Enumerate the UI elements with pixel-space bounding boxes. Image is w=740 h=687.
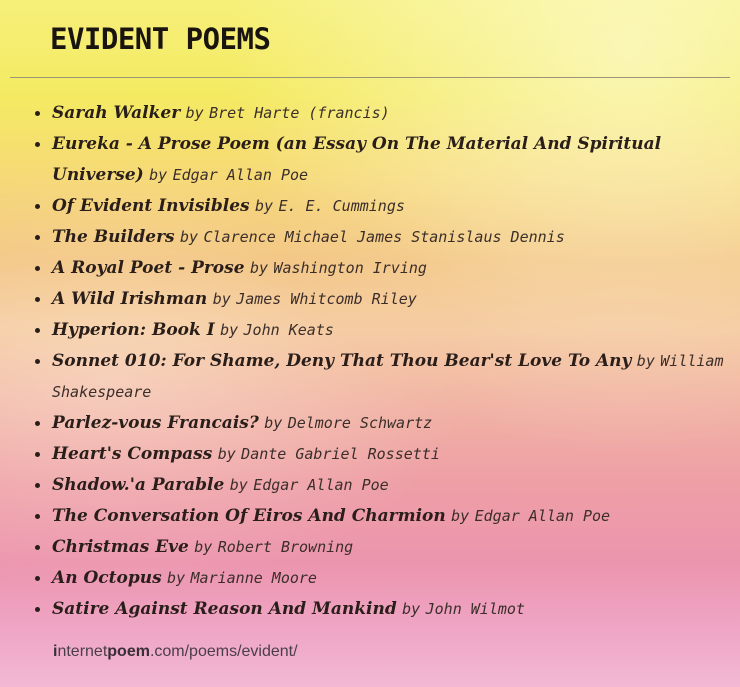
poem-title-link[interactable]: Heart's Compass <box>52 444 213 464</box>
poem-list-item <box>52 315 740 346</box>
by-label: by <box>402 600 421 618</box>
poem-title-link[interactable]: A Wild Irishman <box>52 289 208 309</box>
poem-author: Edgar Allan Poe <box>253 476 389 494</box>
poem-author: E. E. Cummings <box>278 197 405 215</box>
by-label: by <box>451 507 470 525</box>
by-label: by <box>217 445 236 463</box>
poem-author: William Shakespeare <box>52 352 724 401</box>
poem-author: Bret Harte (francis) <box>209 104 390 122</box>
poem-list-item <box>52 532 740 563</box>
poem-list-item <box>52 470 740 501</box>
poem-title-link[interactable]: Parlez-vous Francais? <box>52 413 259 433</box>
poem-title-link[interactable]: Christmas Eve <box>52 537 189 557</box>
by-label: by <box>194 538 213 556</box>
by-label: by <box>254 197 274 215</box>
poem-title-link[interactable]: An Octopus <box>52 568 162 588</box>
by-label: by <box>636 352 655 370</box>
poem-title-link[interactable]: Satire Against Reason And Mankind <box>52 599 397 619</box>
poem-list-item <box>52 594 740 625</box>
by-label: by <box>185 104 204 122</box>
poem-list-item <box>52 98 740 129</box>
by-label: by <box>149 166 168 184</box>
poem-title-link[interactable]: Eureka - A Prose Poem (an Essay On The Material And Spiritual Universe) <box>52 134 662 185</box>
poem-title-link[interactable]: The Conversation Of Eiros And Charmion <box>52 506 446 526</box>
header-divider <box>10 77 730 78</box>
poem-title-link[interactable]: Shadow.'a Parable <box>52 475 225 495</box>
by-label: by <box>167 569 186 587</box>
poem-list-item <box>52 501 740 532</box>
poem-author: Robert Browning <box>217 538 354 556</box>
poem-list-item <box>52 191 740 222</box>
poem-list-item <box>52 284 740 315</box>
brand-nternet: nternet <box>57 643 108 660</box>
poem-title-link[interactable]: Sarah Walker <box>52 103 181 123</box>
by-label: by <box>180 228 199 246</box>
brand-i: i <box>53 643 58 660</box>
poem-list-item <box>52 408 740 439</box>
poem-author: James Whitcomb Riley <box>236 290 417 308</box>
poem-title-link[interactable]: The Builders <box>52 227 175 247</box>
poem-list <box>0 98 740 625</box>
site-path: .com/poems/evident/ <box>149 643 298 660</box>
by-label: by <box>264 414 283 432</box>
brand-poem: poem <box>107 643 150 660</box>
by-label: by <box>212 290 231 308</box>
poem-list-item <box>52 129 740 191</box>
poem-author: Washington Irving <box>273 259 427 277</box>
poem-title-link[interactable]: Sonnet 010: For Shame, Deny That Thou Bear'st Love To Any <box>52 351 632 371</box>
poem-author: Dante Gabriel Rossetti <box>241 445 440 463</box>
by-label: by <box>220 321 239 339</box>
by-label: by <box>229 476 248 494</box>
poem-list-item <box>52 563 740 594</box>
poem-author: John Wilmot <box>425 600 525 618</box>
poem-list-item <box>52 222 740 253</box>
poem-title-link[interactable]: Hyperion: Book I <box>52 320 215 340</box>
poem-author: Clarence Michael James Stanislaus Dennis <box>203 228 565 246</box>
poem-list-item <box>52 346 740 408</box>
by-label: by <box>249 259 269 277</box>
poem-title-link[interactable]: Of Evident Invisibles <box>52 196 250 216</box>
page-title: EVIDENT POEMS <box>50 22 271 56</box>
poem-author: Edgar Allan Poe <box>172 166 309 184</box>
poem-list-item <box>52 439 740 470</box>
poem-author: Edgar Allan Poe <box>474 507 611 525</box>
poem-author: Marianne Moore <box>190 569 317 587</box>
poem-title-link[interactable]: A Royal Poet - Prose <box>52 258 245 278</box>
poem-author: John Keats <box>243 321 334 339</box>
site-url-footer <box>53 643 298 661</box>
poem-author: Delmore Schwartz <box>287 414 433 432</box>
poem-list-item <box>52 253 740 284</box>
